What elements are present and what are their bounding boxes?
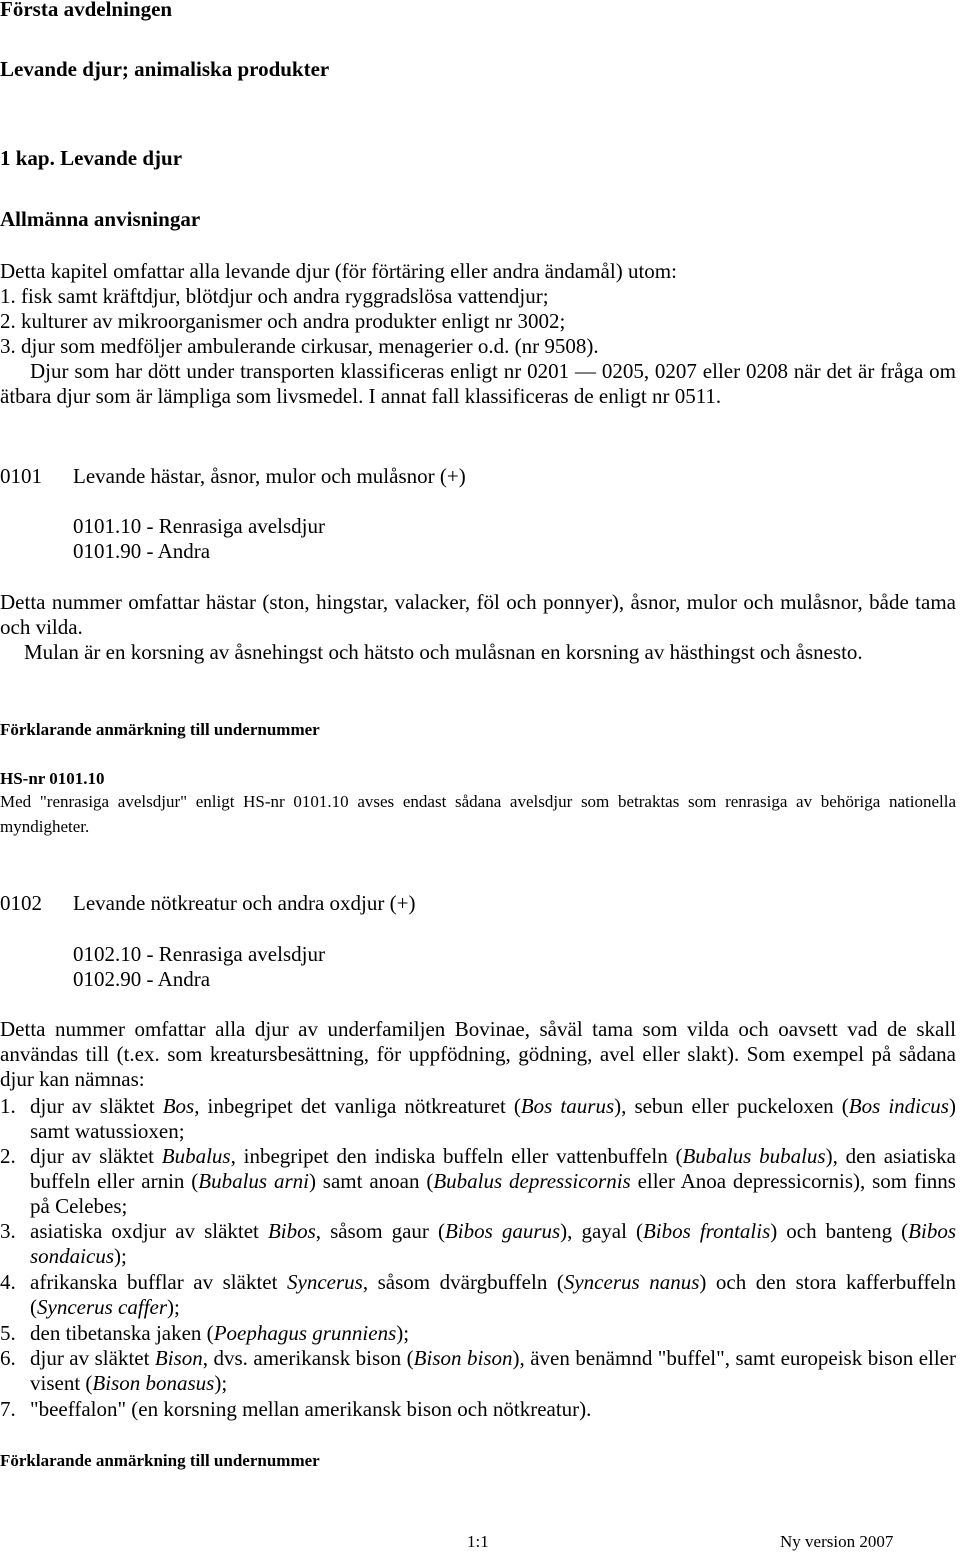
version-label: Ny version 2007 <box>780 1532 894 1551</box>
list-number: 1. <box>0 1094 16 1118</box>
heading-0102-title: Levande nötkreatur och andra oxdjur (+) <box>73 891 416 915</box>
heading-0102-number: 0102 <box>0 891 42 915</box>
part-title: Första avdelningen <box>0 0 173 21</box>
h0101-paragraph-2: Mulan är en korsning av åsnehingst och hätsto och mulåsnan en korsning av hästhingst och åsnesto. <box>24 640 863 664</box>
list-number: 4. <box>0 1270 16 1294</box>
transport-note: Djur som har dött under transporten klassificeras enligt nr 0201 — 0205, 0207 eller 0208 när det är fråga om ätbara djur som är lämpliga som livsmedel. I annat fall klassificeras de enligt nr 0511. <box>0 359 956 408</box>
list-item-poephagus: den tibetanska jaken (Poephagus grunniens); <box>30 1321 410 1345</box>
chapter-title: 1 kap. Levande djur <box>0 146 183 170</box>
heading-0101-title: Levande hästar, åsnor, mulor och mulåsnor (+) <box>73 464 466 488</box>
subheading-0102-90: 0102.90 - Andra <box>73 967 211 991</box>
exclusion-item-2: 2. kulturer av mikroorganismer och andra produkter enligt nr 3002; <box>0 309 566 333</box>
h0102-paragraph-1: Detta nummer omfattar alla djur av underfamiljen Bovinae, såväl tama som vilda och oavsett vad de skall användas till (t.ex. som kreatursbesättning, för uppfödning, gödning, avel eller slakt). Som exempel på sådana djur kan nämnas: <box>0 1017 956 1091</box>
hs-0101-10-text: Med "renrasiga avelsdjur" enligt HS-nr 0101.10 avses endast sådana avelsdjur som betraktas som renrasiga av behöriga nationella myndigheter. <box>0 792 956 836</box>
list-item-beeffalo: "beeffalon" (en korsning mellan amerikansk bison och nötkreatur). <box>30 1397 592 1421</box>
subheading-0101-10: 0101.10 - Renrasiga avelsdjur <box>73 514 325 538</box>
h0101-explanatory-heading: Förklarande anmärkning till undernummer <box>0 720 320 739</box>
list-item-syncerus: afrikanska bufflar av släktet Syncerus, såsom dvärgbuffeln (Syncerus nanus) och den stora kafferbuffeln (Syncerus caffer); <box>30 1270 956 1319</box>
h0102-explanatory-heading: Förklarande anmärkning till undernummer <box>0 1451 320 1470</box>
subheading-0102-10: 0102.10 - Renrasiga avelsdjur <box>73 942 325 966</box>
subheading-0101-90: 0101.90 - Andra <box>73 539 211 563</box>
list-number: 3. <box>0 1219 16 1243</box>
list-number: 2. <box>0 1144 16 1168</box>
h0101-paragraph-1: Detta nummer omfattar hästar (ston, hingstar, valacker, föl och ponnyer), åsnor, mulor och mulåsnor, både tama och vilda. <box>0 590 956 639</box>
list-number: 5. <box>0 1321 16 1345</box>
list-item-bison: djur av släktet Bison, dvs. amerikansk bison (Bison bison), även benämnd "buffel", samt europeisk bison eller visent (Bison bonasus); <box>30 1346 957 1395</box>
list-item-bubalus: djur av släktet Bubalus, inbegripet den indiska buffeln eller vattenbuffeln (Bubalus bubalus), den asiatiska buffeln eller arnin (Bubalus arni) samt anoan (Bubalus depressicornis eller Anoa depressicornis), som finns på Celebes; <box>30 1144 956 1218</box>
heading-0101-number: 0101 <box>0 464 42 488</box>
part-subtitle: Levande djur; animaliska produkter <box>0 57 330 81</box>
page-number: 1:1 <box>467 1532 489 1551</box>
list-number: 7. <box>0 1397 16 1421</box>
exclusion-item-3: 3. djur som medföljer ambulerande cirkusar, menagerier o.d. (nr 9508). <box>0 334 599 358</box>
intro-paragraph: Detta kapitel omfattar alla levande djur (för förtäring eller andra ändamål) utom: <box>0 259 677 283</box>
hs-0101-10-heading: HS-nr 0101.10 <box>0 769 105 788</box>
list-number: 6. <box>0 1346 16 1370</box>
general-notes-heading: Allmänna anvisningar <box>0 207 201 231</box>
list-item-bos: djur av släktet Bos, inbegripet det vanliga nötkreaturet (Bos taurus), sebun eller puckeloxen (Bos indicus) samt watussioxen; <box>30 1094 956 1143</box>
exclusion-item-1: 1. fisk samt kräftdjur, blötdjur och andra ryggradslösa vattendjur; <box>0 284 549 308</box>
list-item-bibos: asiatiska oxdjur av släktet Bibos, såsom gaur (Bibos gaurus), gayal (Bibos frontalis) och banteng (Bibos sondaicus); <box>30 1219 956 1268</box>
